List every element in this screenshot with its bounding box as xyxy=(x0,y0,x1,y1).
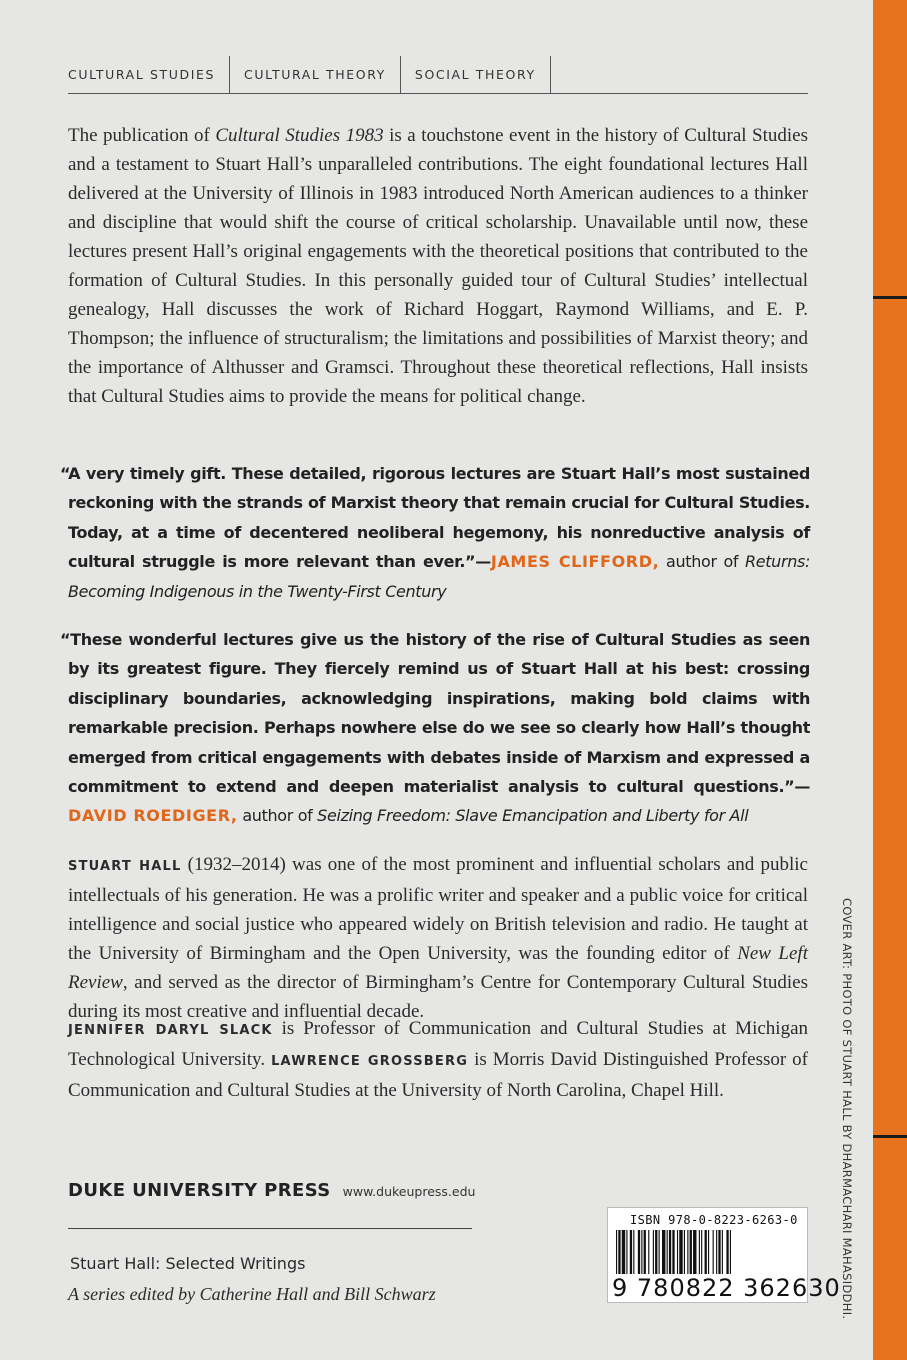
blurb-attribution: author of xyxy=(237,806,318,826)
isbn-barcode xyxy=(607,1207,841,1303)
blurb-quote: “A very timely gift. These detailed, rigorous lectures are Stuart Hall’s most sustained reckoning with the strands of Marxist theory that remain crucial for Cultural Studies. Today, at a time of decentered neoliberal hegemony, his nonreductive analysis of cultural struggle is more relevant than ever.”— xyxy=(60,464,810,572)
barcode-bar xyxy=(690,1230,692,1278)
category-social-theory: SOCIAL THEORY xyxy=(401,56,551,94)
barcode-bar xyxy=(655,1230,657,1278)
barcode-bar xyxy=(669,1230,671,1278)
spine-stripe xyxy=(873,0,907,1360)
publisher-url: www.dukeupress.edu xyxy=(342,1184,476,1199)
author-bio xyxy=(68,850,808,1026)
blurb-author-name: JAMES CLIFFORD, xyxy=(490,552,660,572)
isbn-label: ISBN 978-0-8223-6263-0 xyxy=(630,1213,798,1227)
barcode-bar xyxy=(667,1230,668,1278)
book-title: Cultural Studies 1983 xyxy=(215,125,384,146)
barcode-bar xyxy=(701,1230,702,1278)
description-rest: is a touchstone event in the history of Cultural Studies and a testament to Stuart Hall’s unparalleled contributions. The eight foundational lectures Hall delivered at the University of Illinois in 1983 introduced North American audiences to a thinker and discipline that would shift the course of critical scholarship. Unavailable until now, these lectures present Hall’s original engagements with the theoretical positions that contributed to the formation of Cultural Studies. In this personally guided tour of Cultural Studies’ intellectual genealogy, Hall discusses the work of Richard Hoggart, Raymond Williams, and E. P. Thompson; the influence of structuralism; the limitations and possibilities of Marxist theory; and the importance of Althusser and Gramsci. Throughout these theoretical reflections, Hall insists that Cultural Studies aims to provide the means for political change. xyxy=(68,125,808,407)
blurb-author-book: Seizing Freedom: Slave Emancipation and Liberty for All xyxy=(317,806,749,826)
author-name: STUART HALL xyxy=(68,859,182,874)
barcode-bar xyxy=(693,1230,696,1278)
barcode-bar xyxy=(659,1230,660,1278)
barcode-bar xyxy=(699,1230,700,1278)
cover-art-credit: COVER ART: PHOTO OF STUART HALL BY DHARMACHARI MAHASIDDHI. xyxy=(840,898,854,1320)
journal-title: New Left Review xyxy=(68,943,808,993)
blurb-author-name: DAVID ROEDIGER, xyxy=(68,806,238,826)
publisher-name: DUKE UNIVERSITY PRESS xyxy=(68,1180,331,1201)
author-bio-text: (1932–2014) was one of the most prominent and influential scholars and public intellectuals of his generation. He was a prolific writer and speaker and a public voice for critical intelligence and social justice who appeared widely on British television and radio. He taught at the University of Birmingham and the Open University, was the founding editor of xyxy=(68,854,808,964)
barcode-bar xyxy=(644,1230,646,1278)
barcode-bar xyxy=(622,1230,625,1278)
barcode-bar xyxy=(684,1230,685,1278)
barcode-bar xyxy=(713,1230,714,1278)
barcode-bar xyxy=(726,1230,728,1278)
series-title: Stuart Hall: Selected Writings xyxy=(70,1254,306,1273)
editors-bio xyxy=(68,1014,808,1105)
barcode-bar xyxy=(653,1230,654,1278)
series-editors: A series edited by Catherine Hall and Bill Schwarz xyxy=(68,1284,436,1304)
editor-bio-grossberg: is Morris David Distinguished Professor of Communication and Cultural Studies at the University of North Carolina, Chapel Hill. xyxy=(68,1049,809,1101)
category-cultural-theory: CULTURAL THEORY xyxy=(230,56,401,94)
barcode-bar xyxy=(672,1230,674,1278)
spine-mark-upper xyxy=(873,296,907,299)
barcode-bar xyxy=(679,1230,682,1278)
barcode-bar xyxy=(648,1230,649,1278)
spine-mark-lower xyxy=(873,1135,907,1138)
barcode-bar xyxy=(716,1230,717,1278)
barcode-bar xyxy=(641,1230,642,1278)
barcode-bar xyxy=(677,1230,678,1278)
blurb-roediger xyxy=(60,625,810,831)
barcode-bars xyxy=(616,1230,801,1278)
editor-name-grossberg: LAWRENCE GROSSBERG xyxy=(271,1054,469,1069)
barcode-bar xyxy=(662,1230,665,1278)
barcode-bar xyxy=(687,1230,688,1278)
barcode-bar xyxy=(722,1230,723,1278)
barcode-bar xyxy=(705,1230,707,1278)
barcode-bar xyxy=(638,1230,640,1278)
barcode-bar xyxy=(630,1230,632,1278)
blurb-author-book: Returns: Becoming Indigenous in the Twenty-First Century xyxy=(68,552,811,601)
editor-bio-slack: is Professor of Communication and Cultural Studies at Michigan Technological University. xyxy=(68,1018,808,1070)
barcode-bar xyxy=(708,1230,709,1278)
publisher-divider xyxy=(68,1228,472,1229)
editor-name-slack: JENNIFER DARYL SLACK xyxy=(68,1023,273,1038)
publisher-line xyxy=(68,1180,475,1201)
barcode-bar xyxy=(616,1230,617,1278)
barcode-bar xyxy=(730,1230,731,1278)
description-lead: The publication of xyxy=(68,125,216,146)
blurb-clifford xyxy=(60,459,810,606)
blurb-attribution: author of xyxy=(659,552,745,572)
barcode-bar xyxy=(633,1230,634,1278)
blurb-quote: “These wonderful lectures give us the history of the rise of Cultural Studies as seen by its greatest figure. They fiercely remind us of Stuart Hall at his best: crossing disciplinary boundaries, acknowledging inspirations, making bold claims with remarkable precision. Perhaps nowhere else do we see so clearly how Hall’s thought emerged from critical engagements with debates inside of Marxism and expressed a commitment to extend and deepen materialist analysis to cultural questions.”— xyxy=(60,630,810,797)
barcode-digits: 9 780822 362630 xyxy=(612,1274,841,1302)
author-bio-text-end: , and served as the director of Birmingham’s Centre for Contemporary Cultural Studies during its most creative and influential decade. xyxy=(68,972,808,1022)
book-description xyxy=(68,121,808,411)
barcode-bar xyxy=(618,1230,620,1278)
category-cultural-studies: CULTURAL STUDIES xyxy=(68,56,230,94)
subject-categories xyxy=(68,56,808,94)
barcode-bar xyxy=(718,1230,720,1278)
barcode-bar xyxy=(626,1230,627,1278)
